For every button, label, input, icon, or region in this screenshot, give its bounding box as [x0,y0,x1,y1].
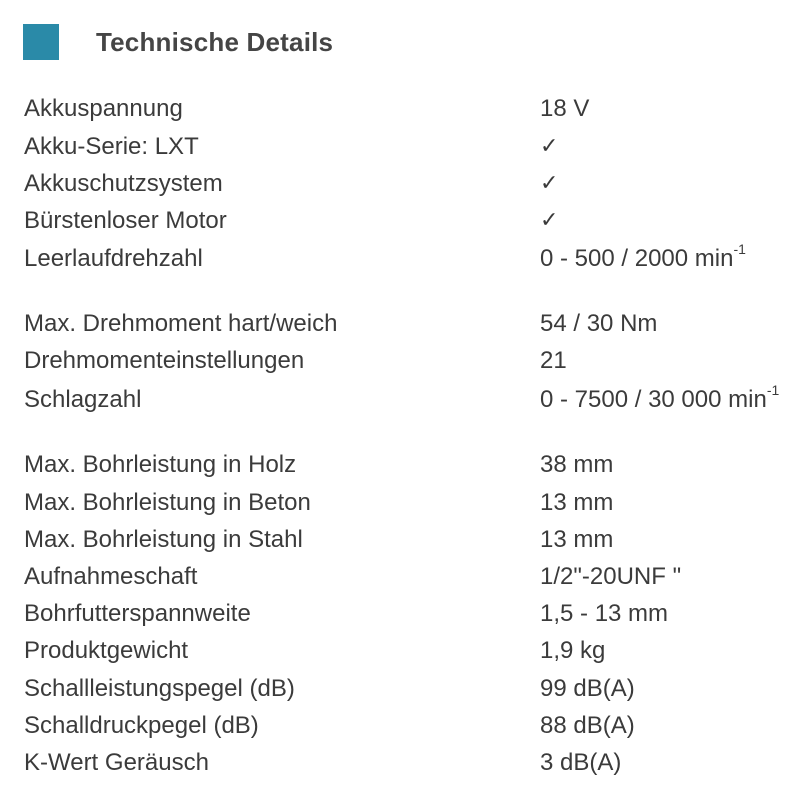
spec-value: 3 dB(A) [540,749,622,776]
spec-label: Schalldruckpegel (dB) [24,712,259,739]
spec-value-exponent: -1 [766,382,780,398]
spec-label: Bohrfutterspannweite [24,600,251,627]
spec-value [540,382,780,413]
spec-label: Drehmomenteinstellungen [24,347,305,374]
section-title: Technische Details [96,26,334,57]
spec-label: Max. Bohrleistung in Stahl [24,526,303,553]
checkmark-icon: ✓ [540,208,559,233]
spec-value: 1/2"-20UNF " [540,563,682,590]
spec-value [540,241,790,272]
spec-value: 18 V [540,95,590,122]
spec-value: 1,5 - 13 mm [540,600,669,627]
spec-label: Max. Bohrleistung in Beton [24,489,311,516]
spec-label: Produktgewicht [24,637,189,664]
spec-value: 38 mm [540,451,614,478]
spec-value-text: 0 - 500 / 2000 min [540,245,734,272]
accent-square-icon [23,24,59,60]
spec-label: Akkuschutzsystem [24,170,223,197]
spec-label: Leerlaufdrehzahl [24,245,203,272]
checkmark-icon: ✓ [540,171,559,196]
spec-value: 13 mm [540,489,614,516]
spec-label: K-Wert Geräusch [24,749,209,776]
section-header [23,24,333,60]
spec-value-exponent: -1 [733,241,746,257]
spec-value: 54 / 30 Nm [540,310,658,337]
spec-label: Max. Bohrleistung in Holz [24,451,297,478]
spec-label: Aufnahmeschaft [24,563,198,590]
spec-label: Schallleistungspegel (dB) [24,675,295,702]
spec-value: 1,9 kg [540,637,606,664]
spec-value: 13 mm [540,526,614,553]
spec-label: Bürstenloser Motor [24,207,227,234]
spec-label: Akkuspannung [24,95,183,122]
spec-label: Akku-Serie: LXT [24,133,199,160]
checkmark-icon: ✓ [540,134,559,159]
spec-label: Max. Drehmoment hart/weich [24,310,338,337]
spec-value: 21 [540,347,567,374]
spec-value: 88 dB(A) [540,712,635,739]
spec-value: 99 dB(A) [540,675,635,702]
spec-value-text: 0 - 7500 / 30 000 min [540,386,767,413]
spec-label: Schlagzahl [24,386,142,413]
